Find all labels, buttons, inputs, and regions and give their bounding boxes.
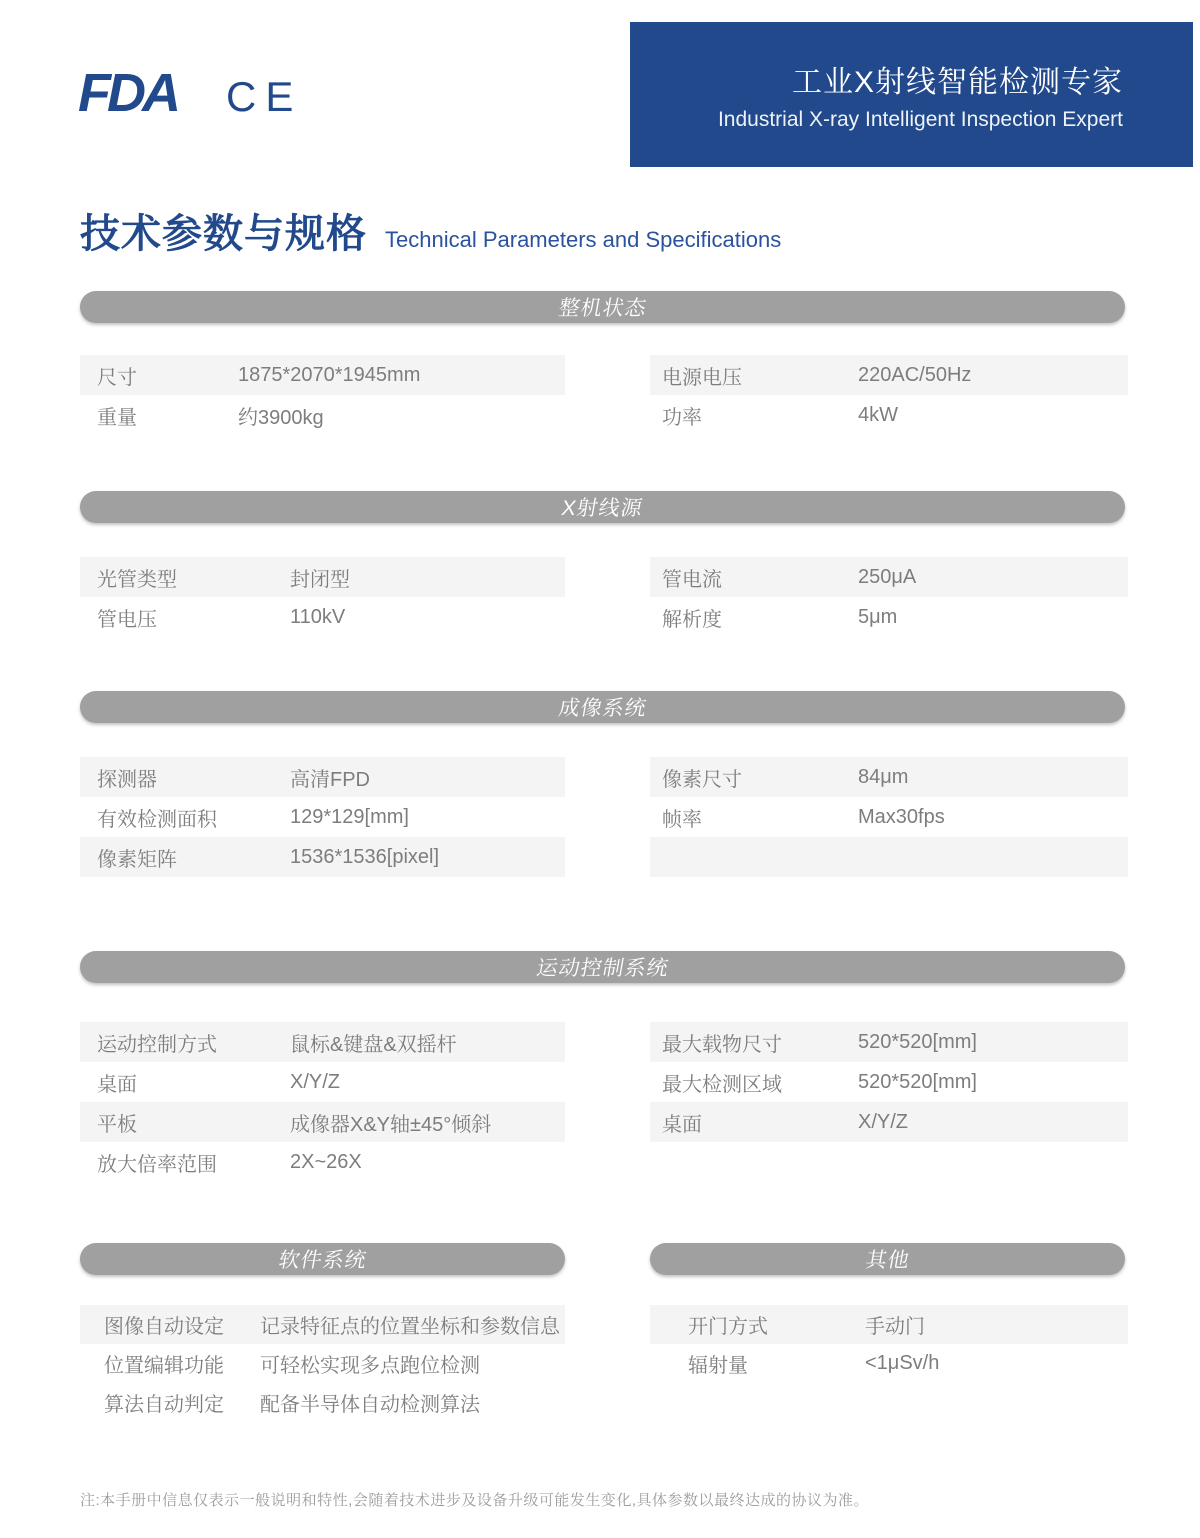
spec-label: 尺寸 xyxy=(97,366,137,389)
spec-label: 桌面 xyxy=(97,1073,137,1096)
spec-row xyxy=(80,557,565,597)
spec-row xyxy=(650,557,1128,597)
spec-value: 5μm xyxy=(858,605,898,628)
section-title: 软件系统 xyxy=(276,1249,369,1272)
spec-label: 光管类型 xyxy=(97,568,177,591)
spec-value: X/Y/Z xyxy=(858,1110,909,1133)
fda-logo-icon: FDA xyxy=(78,63,177,123)
motion-control-right-table xyxy=(650,1022,1128,1142)
spec-value: 封闭型 xyxy=(290,568,350,591)
spec-row xyxy=(80,797,565,837)
spec-row xyxy=(80,1383,565,1422)
machine-status-right-table xyxy=(650,355,1128,435)
spec-value: Max30fps xyxy=(858,805,945,828)
spec-row xyxy=(80,1142,565,1182)
section-bar-machine-status xyxy=(80,291,1125,323)
page-title xyxy=(80,202,781,259)
spec-label: 最大检测区域 xyxy=(662,1073,782,1096)
section-bar-imaging-system xyxy=(80,691,1125,723)
spec-label: 开门方式 xyxy=(688,1316,768,1338)
spec-row xyxy=(80,1305,565,1344)
section-title: 运动控制系统 xyxy=(534,957,671,980)
spec-row xyxy=(650,1344,1128,1383)
spec-value: 1536*1536[pixel] xyxy=(290,845,440,868)
banner-title-en: Industrial X-ray Intelligent Inspection Expert xyxy=(717,108,1123,131)
motion-control-left-table xyxy=(80,1022,565,1182)
section-bar-other xyxy=(650,1243,1125,1275)
xray-source-left-table xyxy=(80,557,565,637)
page-title-zh: 技术参数与规格 xyxy=(80,212,367,256)
spec-label: 像素尺寸 xyxy=(662,768,742,791)
spec-label: 有效检测面积 xyxy=(97,808,217,831)
spec-row xyxy=(650,797,1128,837)
section-title: X射线源 xyxy=(559,497,645,520)
spec-value: 84μm xyxy=(858,765,909,788)
spec-label: 图像自动设定 xyxy=(104,1316,224,1338)
spec-label: 像素矩阵 xyxy=(97,848,177,871)
spec-row xyxy=(80,1022,565,1062)
spec-value: 配备半导体自动检测算法 xyxy=(260,1394,480,1416)
spec-label: 最大载物尺寸 xyxy=(662,1033,782,1056)
spec-label: 管电流 xyxy=(662,568,722,591)
spec-label: 位置编辑功能 xyxy=(104,1355,224,1377)
spec-label: 帧率 xyxy=(662,808,702,831)
spec-label: 探测器 xyxy=(97,768,157,791)
spec-value: 2X~26X xyxy=(290,1150,362,1173)
spec-row xyxy=(650,1062,1128,1102)
spec-row xyxy=(80,837,565,877)
spec-value: 520*520[mm] xyxy=(858,1030,977,1053)
machine-status-left-table xyxy=(80,355,565,435)
spec-value: 高清FPD xyxy=(290,768,370,791)
ce-mark-icon: CE xyxy=(226,73,303,120)
spec-row xyxy=(650,757,1128,797)
spec-row xyxy=(80,757,565,797)
section-bar-xray-source xyxy=(80,491,1125,523)
spec-label: 电源电压 xyxy=(662,366,742,389)
spec-label: 桌面 xyxy=(662,1113,702,1136)
spec-label: 平板 xyxy=(97,1113,137,1136)
spec-row xyxy=(80,395,565,435)
spec-row xyxy=(80,1102,565,1142)
header-banner xyxy=(630,22,1193,167)
spec-value: X/Y/Z xyxy=(290,1070,341,1093)
spec-label: 重量 xyxy=(97,406,137,429)
spec-value: 记录特征点的位置坐标和参数信息 xyxy=(260,1316,560,1338)
spec-value: 手动门 xyxy=(865,1316,925,1338)
section-bar-software-system xyxy=(80,1243,565,1275)
spec-row xyxy=(650,1022,1128,1062)
spec-label: 辐射量 xyxy=(688,1355,748,1377)
spec-row xyxy=(80,355,565,395)
spec-value: 220AC/50Hz xyxy=(858,363,972,386)
spec-row xyxy=(650,355,1128,395)
spec-value: 110kV xyxy=(290,605,346,628)
spec-label: 管电压 xyxy=(97,608,157,631)
spec-value: 可轻松实现多点跑位检测 xyxy=(260,1355,480,1377)
imaging-system-right-table xyxy=(650,757,1128,877)
section-title: 成像系统 xyxy=(556,697,649,720)
section-title: 其他 xyxy=(863,1249,912,1272)
spec-row xyxy=(80,1062,565,1102)
section-bar-motion-control xyxy=(80,951,1125,983)
spec-row xyxy=(650,597,1128,637)
spec-row-empty xyxy=(650,837,1128,877)
spec-label: 解析度 xyxy=(662,608,722,631)
xray-source-right-table xyxy=(650,557,1128,637)
spec-row xyxy=(80,597,565,637)
spec-value: <1μSv/h xyxy=(865,1352,940,1374)
software-system-table xyxy=(80,1305,565,1422)
footer-disclaimer: 注:本手册中信息仅表示一般说明和特性,会随着技术进步及设备升级可能发生变化,具体参数以最终达成的协议为准。 xyxy=(80,1492,870,1509)
spec-label: 算法自动判定 xyxy=(104,1394,224,1416)
spec-value: 129*129[mm] xyxy=(290,805,409,828)
spec-label: 功率 xyxy=(662,406,702,429)
spec-value: 约3900kg xyxy=(238,406,324,429)
imaging-system-left-table xyxy=(80,757,565,877)
spec-row xyxy=(650,1102,1128,1142)
spec-value: 250μA xyxy=(858,565,917,588)
spec-value: 鼠标&键盘&双摇杆 xyxy=(290,1033,457,1056)
spec-value: 520*520[mm] xyxy=(858,1070,977,1093)
page-title-en: Technical Parameters and Specifications xyxy=(385,227,782,252)
spec-row xyxy=(650,1305,1128,1344)
spec-label: 运动控制方式 xyxy=(97,1033,217,1056)
other-table xyxy=(650,1305,1128,1383)
spec-value: 1875*2070*1945mm xyxy=(238,363,421,386)
spec-row xyxy=(80,1344,565,1383)
spec-label: 放大倍率范围 xyxy=(97,1153,217,1176)
spec-value: 4kW xyxy=(858,403,898,426)
spec-row xyxy=(650,395,1128,435)
banner-title-zh: 工业X射线智能检测专家 xyxy=(791,66,1123,99)
section-title: 整机状态 xyxy=(556,297,649,320)
spec-value: 成像器X&Y轴±45°倾斜 xyxy=(290,1113,492,1136)
